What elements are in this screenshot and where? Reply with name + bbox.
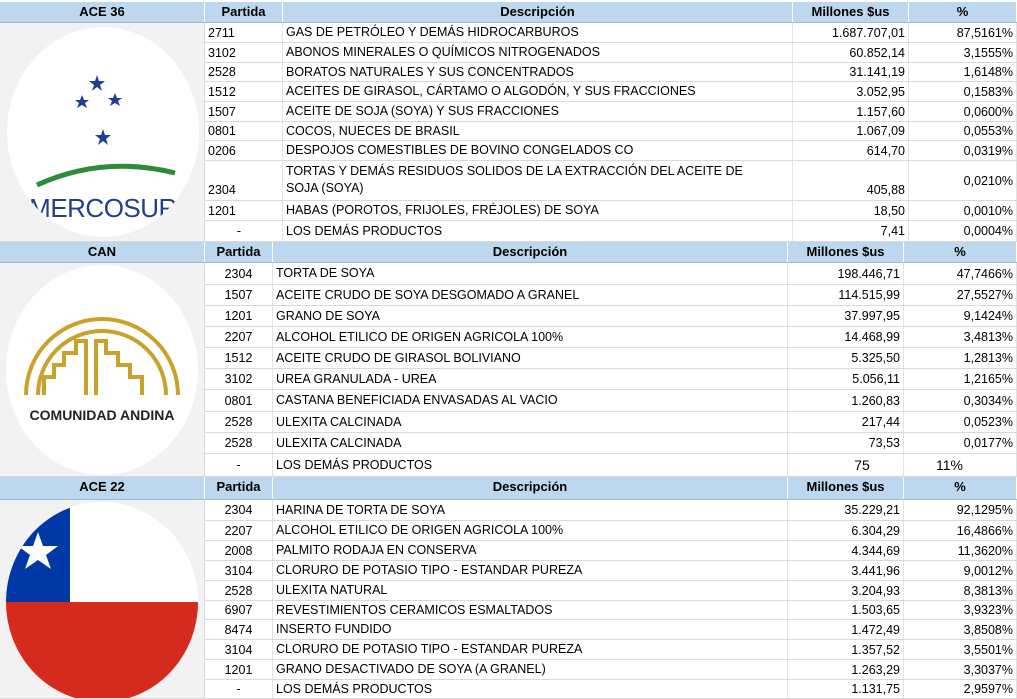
table-row	[205, 141, 1017, 161]
table-row	[205, 412, 1017, 433]
cell-pct: 1,6148%	[909, 63, 1017, 81]
cell-partida: 1512	[205, 348, 273, 368]
table-row	[205, 660, 1017, 680]
cell-partida: 1201	[205, 306, 273, 326]
cell-millones: 1.263,29	[788, 660, 904, 679]
table-body	[205, 500, 1017, 699]
table-row	[205, 102, 1017, 122]
table-row	[205, 348, 1017, 369]
table-row	[205, 454, 1017, 477]
cell-partida: 1201	[205, 201, 283, 220]
mercosur-logo-panel	[0, 23, 205, 242]
table-row	[205, 521, 1017, 541]
cell-millones: 75	[788, 454, 904, 476]
header-millones: Millones $us	[788, 477, 904, 499]
cell-pct: 3,4813%	[904, 327, 1017, 347]
cell-descripcion: ALCOHOL ETILICO DE ORIGEN AGRICOLA 100%	[273, 327, 788, 347]
star-icon	[6, 502, 70, 602]
cell-millones: 3.052,95	[793, 82, 909, 101]
cell-millones: 37.997,95	[788, 306, 904, 326]
cell-millones: 5.325,50	[788, 348, 904, 368]
table-body	[205, 263, 1017, 477]
cell-millones: 1.260,83	[788, 390, 904, 411]
cell-partida: 3102	[205, 369, 273, 389]
cell-descripcion: DESPOJOS COMESTIBLES DE BOVINO CONGELADOS CO	[283, 141, 793, 160]
cell-descripcion: TORTA DE SOYA	[273, 263, 788, 284]
table-row	[205, 433, 1017, 454]
cell-descripcion: HABAS (POROTOS, FRIJOLES, FRÉJOLES) DE SOYA	[283, 201, 793, 220]
cell-millones: 5.056,11	[788, 369, 904, 389]
cell-millones: 7,41	[793, 221, 909, 241]
header-partida: Partida	[205, 2, 283, 22]
cell-millones: 3.204,93	[788, 581, 904, 600]
cell-descripcion: COCOS, NUECES DE BRASIL	[283, 122, 793, 140]
table-row	[205, 285, 1017, 306]
table-row	[205, 23, 1017, 43]
cell-partida: 3104	[205, 561, 273, 580]
table-row	[205, 201, 1017, 221]
cell-partida: 8474	[205, 620, 273, 639]
chile-flag-icon	[6, 502, 198, 699]
header-descripcion: Descripción	[283, 2, 793, 22]
table-header	[0, 477, 1017, 500]
cell-pct: 3,5501%	[904, 640, 1017, 659]
cell-partida: 0206	[205, 141, 283, 160]
table-row	[205, 306, 1017, 327]
cell-millones: 114.515,99	[788, 285, 904, 305]
header-pct: %	[909, 2, 1017, 22]
cell-pct: 3,8508%	[904, 620, 1017, 639]
cell-millones: 1.472,49	[788, 620, 904, 639]
cell-pct: 0,1583%	[909, 82, 1017, 101]
cell-pct: 0,0210%	[909, 161, 1017, 200]
table-header	[0, 2, 1017, 23]
cell-pct: 0,0177%	[904, 433, 1017, 453]
chile-flag-panel	[0, 500, 205, 699]
cell-millones: 1.357,52	[788, 640, 904, 659]
cell-pct: 87,5161%	[909, 23, 1017, 42]
cell-pct: 0,0553%	[909, 122, 1017, 140]
cell-descripcion: LOS DEMÁS PRODUCTOS	[273, 454, 788, 476]
table-row	[205, 369, 1017, 390]
cell-millones: 73,53	[788, 433, 904, 453]
cell-millones: 614,70	[793, 141, 909, 160]
cell-millones: 217,44	[788, 412, 904, 432]
cell-millones: 4.344,69	[788, 541, 904, 560]
cell-partida: -	[205, 454, 273, 476]
cell-descripcion: GRANO DESACTIVADO DE SOYA (A GRANEL)	[273, 660, 788, 679]
header-millones: Millones $us	[788, 242, 904, 262]
mercosur-logo-text: MERCOSUR	[29, 193, 177, 223]
cell-millones: 1.687.707,01	[793, 23, 909, 42]
cell-pct: 9,0012%	[904, 561, 1017, 580]
cell-pct: 92,1295%	[904, 500, 1017, 520]
cell-pct: 3,3037%	[904, 660, 1017, 679]
cell-pct: 0,0004%	[909, 221, 1017, 241]
cell-descripcion: GAS DE PETRÓLEO Y DEMÁS HIDROCARBUROS	[283, 23, 793, 42]
table-row	[205, 640, 1017, 660]
header-descripcion: Descripción	[273, 242, 788, 262]
cell-partida: 0801	[205, 390, 273, 411]
cell-descripcion: ACEITE DE SOJA (SOYA) Y SUS FRACCIONES	[283, 102, 793, 121]
header-partida: Partida	[205, 242, 273, 262]
cell-descripcion: ACEITE CRUDO DE GIRASOL BOLIVIANO	[273, 348, 788, 368]
cell-descripcion: ABONOS MINERALES O QUÍMICOS NITROGENADOS	[283, 43, 793, 62]
cell-descripcion: INSERTO FUNDIDO	[273, 620, 788, 639]
table-row	[205, 43, 1017, 63]
cell-descripcion: TORTAS Y DEMÁS RESIDUOS SOLIDOS DE LA EXTRACCIÓN DEL ACEITE DE SOJA (SOYA)	[283, 161, 793, 200]
cell-millones: 1.157,60	[793, 102, 909, 121]
cell-partida: 2304	[205, 161, 283, 200]
cell-pct: 11,3620%	[904, 541, 1017, 560]
table-row	[205, 620, 1017, 640]
cell-descripcion: GRANO DE SOYA	[273, 306, 788, 326]
cell-partida: 6907	[205, 601, 273, 619]
cell-millones: 3.441,96	[788, 561, 904, 580]
cell-descripcion: ULEXITA CALCINADA	[273, 433, 788, 453]
cell-partida: 1507	[205, 285, 273, 305]
header-agreement: ACE 22	[0, 477, 205, 499]
cell-descripcion: ULEXITA CALCINADA	[273, 412, 788, 432]
can-logo-panel	[0, 263, 205, 477]
can-logo-text: COMUNIDAD ANDINA	[29, 407, 175, 423]
cell-pct: 2,9597%	[904, 680, 1017, 698]
cell-partida: 3102	[205, 43, 283, 62]
cell-partida: -	[205, 221, 283, 241]
cell-pct: 0,0319%	[909, 141, 1017, 160]
cell-millones: 60.852,14	[793, 43, 909, 62]
table-row	[205, 390, 1017, 412]
cell-partida: 3104	[205, 640, 273, 659]
cell-partida: 0801	[205, 122, 283, 140]
cell-millones: 35.229,21	[788, 500, 904, 520]
cell-descripcion: PALMITO RODAJA EN CONSERVA	[273, 541, 788, 560]
cell-descripcion: LOS DEMÁS PRODUCTOS	[283, 221, 793, 241]
cell-millones: 31.141,19	[793, 63, 909, 81]
cell-pct: 11%	[904, 454, 1017, 476]
cell-partida: 2528	[205, 581, 273, 600]
cell-millones: 14.468,99	[788, 327, 904, 347]
cell-descripcion: ACEITES DE GIRASOL, CÁRTAMO O ALGODÓN, Y SUS FRACCIONES	[283, 82, 793, 101]
cell-descripcion: CLORURO DE POTASIO TIPO - ESTANDAR PUREZA	[273, 561, 788, 580]
cell-pct: 1,2165%	[904, 369, 1017, 389]
cell-partida: 2207	[205, 521, 273, 540]
cell-partida: -	[205, 680, 273, 698]
table-row	[205, 541, 1017, 561]
section-ace22	[0, 477, 1017, 699]
table-row	[205, 161, 1017, 201]
cell-pct: 9,1424%	[904, 306, 1017, 326]
cell-partida: 2207	[205, 327, 273, 347]
header-descripcion: Descripción	[273, 477, 788, 499]
can-logo	[6, 265, 198, 475]
cell-partida: 1507	[205, 102, 283, 121]
header-agreement: ACE 36	[0, 2, 205, 22]
cell-pct: 0,0600%	[909, 102, 1017, 121]
table-row	[205, 122, 1017, 141]
cell-descripcion: CLORURO DE POTASIO TIPO - ESTANDAR PUREZA	[273, 640, 788, 659]
cell-pct: 47,7466%	[904, 263, 1017, 284]
table-row	[205, 82, 1017, 102]
cell-partida: 2528	[205, 433, 273, 453]
cell-pct: 16,4866%	[904, 521, 1017, 540]
cell-millones: 1.131,75	[788, 680, 904, 698]
header-millones: Millones $us	[793, 2, 909, 22]
header-agreement: CAN	[0, 242, 205, 262]
cell-millones: 1.067,09	[793, 122, 909, 140]
header-partida: Partida	[205, 477, 273, 499]
cell-descripcion: BORATOS NATURALES Y SUS CONCENTRADOS	[283, 63, 793, 81]
cell-millones: 18,50	[793, 201, 909, 220]
cell-descripcion: LOS DEMÁS PRODUCTOS	[273, 680, 788, 698]
cell-descripcion: ACEITE CRUDO DE SOYA DESGOMADO A GRANEL	[273, 285, 788, 305]
cell-partida: 1512	[205, 82, 283, 101]
section-ace36	[0, 0, 1017, 242]
cell-millones: 198.446,71	[788, 263, 904, 284]
cell-partida: 2711	[205, 23, 283, 42]
header-pct: %	[904, 477, 1017, 499]
cell-descripcion: HARINA DE TORTA DE SOYA	[273, 500, 788, 520]
cell-descripcion: CASTANA BENEFICIADA ENVASADAS AL VACIO	[273, 390, 788, 411]
header-pct: %	[904, 242, 1017, 262]
cell-millones: 405,88	[793, 161, 909, 200]
cell-pct: 3,9323%	[904, 601, 1017, 619]
cell-pct: 3,1555%	[909, 43, 1017, 62]
cell-partida: 1201	[205, 660, 273, 679]
table-row	[205, 680, 1017, 699]
section-can	[0, 242, 1017, 477]
table-row	[205, 327, 1017, 348]
cell-descripcion: REVESTIMIENTOS CERAMICOS ESMALTADOS	[273, 601, 788, 619]
cell-partida: 2304	[205, 263, 273, 284]
cell-pct: 0,0010%	[909, 201, 1017, 220]
cell-partida: 2528	[205, 63, 283, 81]
table-row	[205, 601, 1017, 620]
cell-partida: 2528	[205, 412, 273, 432]
table-body	[205, 23, 1017, 242]
cell-pct: 1,2813%	[904, 348, 1017, 368]
cell-millones: 1.503,65	[788, 601, 904, 619]
table-row	[205, 263, 1017, 285]
cell-descripcion: ULEXITA NATURAL	[273, 581, 788, 600]
table-row	[205, 221, 1017, 242]
table-row	[205, 63, 1017, 82]
cell-pct: 0,3034%	[904, 390, 1017, 411]
table-row	[205, 581, 1017, 601]
cell-millones: 6.304,29	[788, 521, 904, 540]
table-row	[205, 561, 1017, 581]
andean-arch-icon	[6, 265, 198, 475]
cell-pct: 8,3813%	[904, 581, 1017, 600]
cell-descripcion: ALCOHOL ETILICO DE ORIGEN AGRICOLA 100%	[273, 521, 788, 540]
cell-pct: 0,0523%	[904, 412, 1017, 432]
cell-partida: 2008	[205, 541, 273, 560]
cell-descripcion: UREA GRANULADA - UREA	[273, 369, 788, 389]
cell-pct: 27,5527%	[904, 285, 1017, 305]
mercosur-logo	[7, 27, 199, 237]
table-row	[205, 500, 1017, 521]
table-header	[0, 242, 1017, 263]
cell-partida: 2304	[205, 500, 273, 520]
